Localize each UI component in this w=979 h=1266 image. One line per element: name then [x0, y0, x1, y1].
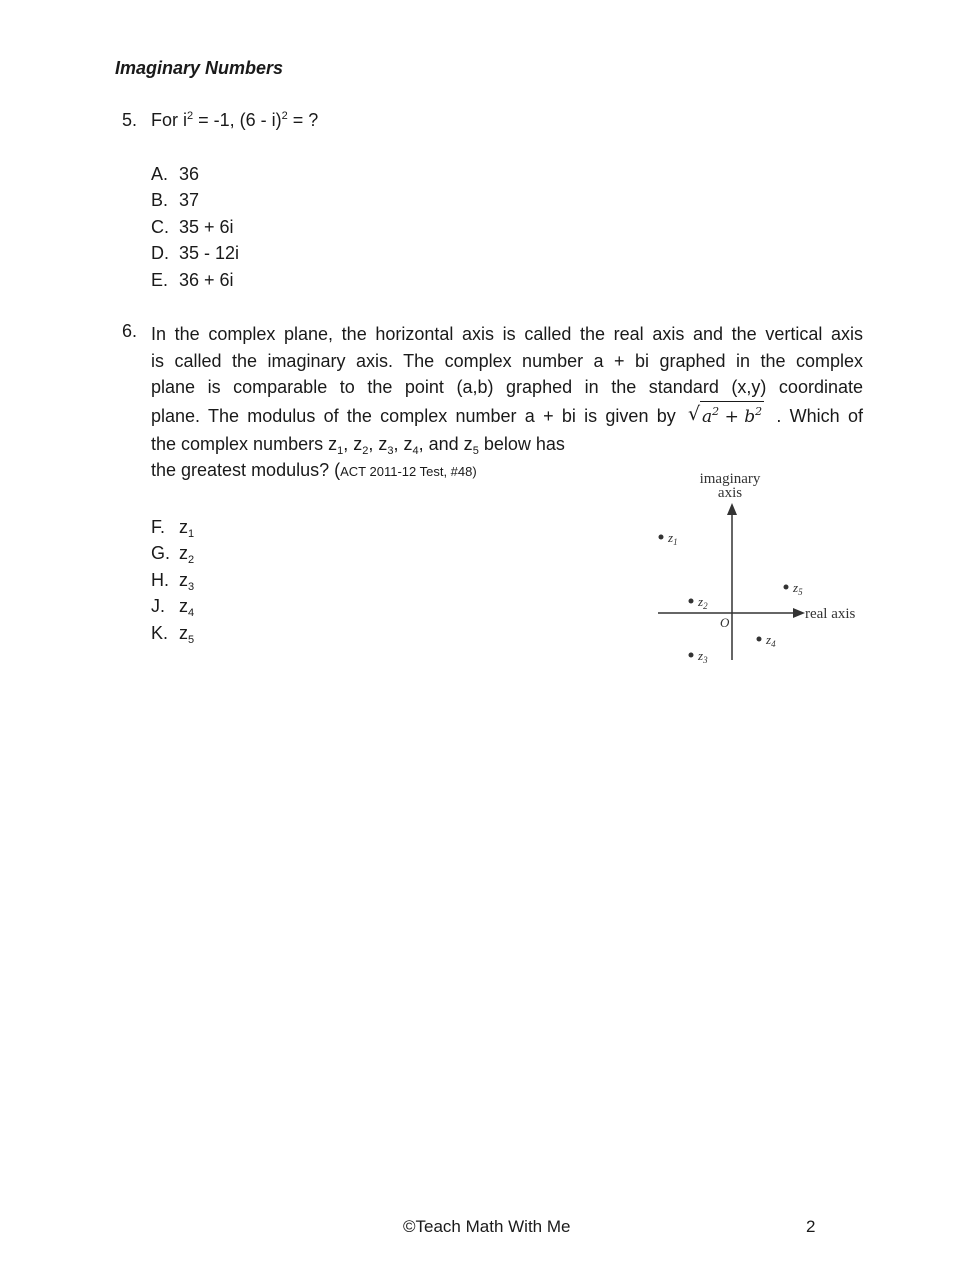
point-z5 — [784, 585, 789, 590]
point-z2 — [689, 599, 694, 604]
prompt-text: , and z — [418, 433, 473, 454]
prompt-text: , z — [393, 433, 413, 454]
y-axis-label: imaginary — [699, 471, 761, 487]
prompt-line — [151, 431, 863, 458]
y-axis-label: axis — [717, 485, 743, 501]
choice-text: 35 - 12i — [179, 243, 240, 264]
prompt-line: In the complex plane, the horizontal axis is called the real axis and the vertical axis — [151, 324, 863, 344]
subscript: 2 — [188, 554, 195, 567]
choice-text: z — [179, 596, 188, 617]
x-axis-label: real axis — [805, 606, 856, 622]
choice-g — [151, 540, 194, 566]
choice-j — [151, 593, 194, 619]
point-z3 — [689, 653, 694, 658]
exponent: 2 — [187, 110, 194, 122]
choice-e — [151, 267, 239, 293]
prompt-line — [151, 401, 863, 431]
point-label: $z_3$ — [698, 648, 708, 665]
choice-text: 37 — [179, 190, 200, 211]
formula-var: b — [744, 406, 756, 427]
choice-letter: D. — [151, 243, 169, 264]
formula-var: a — [702, 406, 713, 427]
choice-text: 35 + 6i — [179, 216, 234, 237]
point-z1 — [659, 535, 664, 540]
prompt-text: below has — [478, 433, 565, 454]
choice-letter: B. — [151, 190, 169, 211]
choice-text: z — [179, 569, 188, 590]
subscript: 5 — [472, 444, 479, 457]
choice-b — [151, 187, 239, 213]
exponent: 2 — [755, 404, 763, 418]
prompt-text: , z — [368, 433, 388, 454]
choice-letter: C. — [151, 216, 169, 237]
question-5-prompt — [122, 110, 318, 131]
question-number: 6. — [122, 321, 138, 341]
prompt-text: plane. The modulus of the complex number a + bi is given by — [151, 405, 676, 426]
choice-text: 36 + 6i — [179, 269, 234, 290]
prompt-line: is called the imaginary axis. The complex number a + bi graphed in the complex — [151, 350, 863, 371]
prompt-text: . Which of — [776, 405, 863, 426]
subscript: 2 — [362, 444, 369, 457]
prompt-text: For i — [151, 110, 187, 130]
source-citation: ACT 2011-12 Test, #48) — [340, 464, 477, 479]
prompt-text: = -1, (6 - i) — [193, 110, 282, 130]
subscript: 4 — [188, 607, 195, 620]
choice-letter: G. — [151, 543, 171, 564]
choice-letter: K. — [151, 622, 169, 643]
subscript: 1 — [188, 528, 195, 540]
point-label: $z_1$ — [668, 530, 678, 547]
question-5-choices — [151, 161, 239, 293]
choice-letter: J. — [151, 596, 166, 617]
choice-k — [151, 620, 194, 646]
arrow-right-icon — [793, 608, 805, 618]
question-number: 5. — [122, 110, 138, 130]
subscript: 1 — [337, 444, 344, 457]
prompt-text: the complex numbers z — [151, 433, 338, 454]
choice-c — [151, 214, 239, 240]
choice-text: z — [179, 622, 188, 643]
prompt-text: = ? — [287, 110, 319, 130]
choice-letter: H. — [151, 569, 169, 590]
radical-sign-icon: √ — [688, 402, 701, 425]
choice-a — [151, 161, 239, 187]
prompt-text: the greatest modulus? ( — [151, 460, 341, 480]
prompt-text: , z — [343, 433, 363, 454]
subscript: 3 — [387, 444, 394, 457]
question-6-prompt — [151, 321, 863, 484]
question-6-choices — [151, 514, 194, 646]
point-label: $z_2$ — [698, 594, 708, 611]
choice-letter: E. — [151, 269, 169, 290]
exponent: 2 — [712, 404, 720, 418]
point-label: $z_5$ — [793, 580, 803, 597]
arrow-up-icon — [727, 503, 737, 515]
formula-op: + — [719, 406, 745, 427]
choice-text: z — [179, 543, 188, 564]
choice-d — [151, 240, 239, 266]
complex-plane-diagram — [650, 465, 870, 675]
choice-text: z — [179, 517, 188, 537]
modulus-formula — [688, 401, 764, 432]
choice-text: 36 — [179, 164, 200, 184]
page-number: 2 — [806, 1217, 816, 1236]
page-title: Imaginary Numbers — [115, 58, 284, 78]
choice-f — [151, 514, 194, 540]
point-z4 — [757, 637, 762, 642]
choice-letter: A. — [151, 164, 169, 184]
subscript: 3 — [188, 580, 195, 593]
origin-label: O — [720, 615, 730, 630]
prompt-line: plane is comparable to the point (a,b) graphed in the standard (x,y) coordinate — [151, 377, 863, 397]
choice-h — [151, 567, 194, 593]
point-label: $z_4$ — [766, 632, 776, 649]
subscript: 5 — [188, 633, 195, 646]
choice-letter: F. — [151, 517, 166, 537]
copyright-text: ©Teach Math With Me — [403, 1217, 571, 1236]
subscript: 4 — [412, 444, 419, 457]
exponent: 2 — [281, 110, 288, 122]
